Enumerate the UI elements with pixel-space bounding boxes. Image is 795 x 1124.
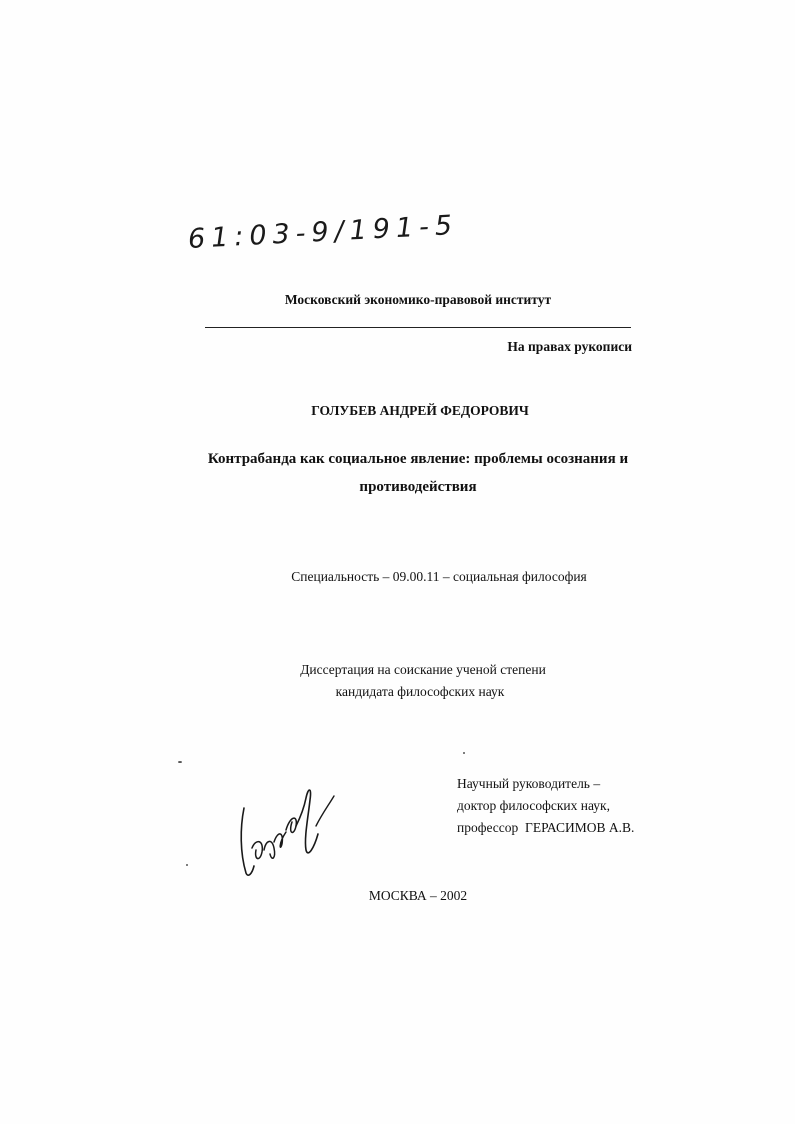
scan-speck: [178, 761, 182, 763]
dissertation-degree-line1: Диссертация на соискание ученой степени: [300, 662, 546, 677]
specialty: Специальность – 09.00.11 – социальная философия: [291, 569, 587, 584]
rights-note: На правах рукописи: [507, 339, 632, 354]
thesis-title-line1: Контрабанда как социальное явление: проблемы осознания и: [207, 451, 629, 467]
catalog-number: 61:03-9/191-5: [187, 209, 459, 255]
handwritten-signature-icon: [230, 778, 345, 890]
city-year: МОСКВА – 2002: [368, 888, 468, 903]
author-name: ГОЛУБЕВ АНДРЕЙ ФЕДОРОВИЧ: [311, 403, 529, 418]
supervisor-title: Научный руководитель –: [457, 776, 601, 791]
institute-name: Московский экономико-правовой институт: [284, 292, 552, 307]
supervisor-name: профессор ГЕРАСИМОВ А.В.: [457, 820, 635, 835]
scan-speck: [186, 864, 188, 866]
thesis-title-line2: противодействия: [359, 479, 477, 495]
supervisor-degree: доктор философских наук,: [457, 798, 610, 813]
dissertation-degree-line2: кандидата философских наук: [335, 684, 505, 699]
scan-speck: [463, 752, 465, 754]
header-divider: [205, 327, 631, 328]
